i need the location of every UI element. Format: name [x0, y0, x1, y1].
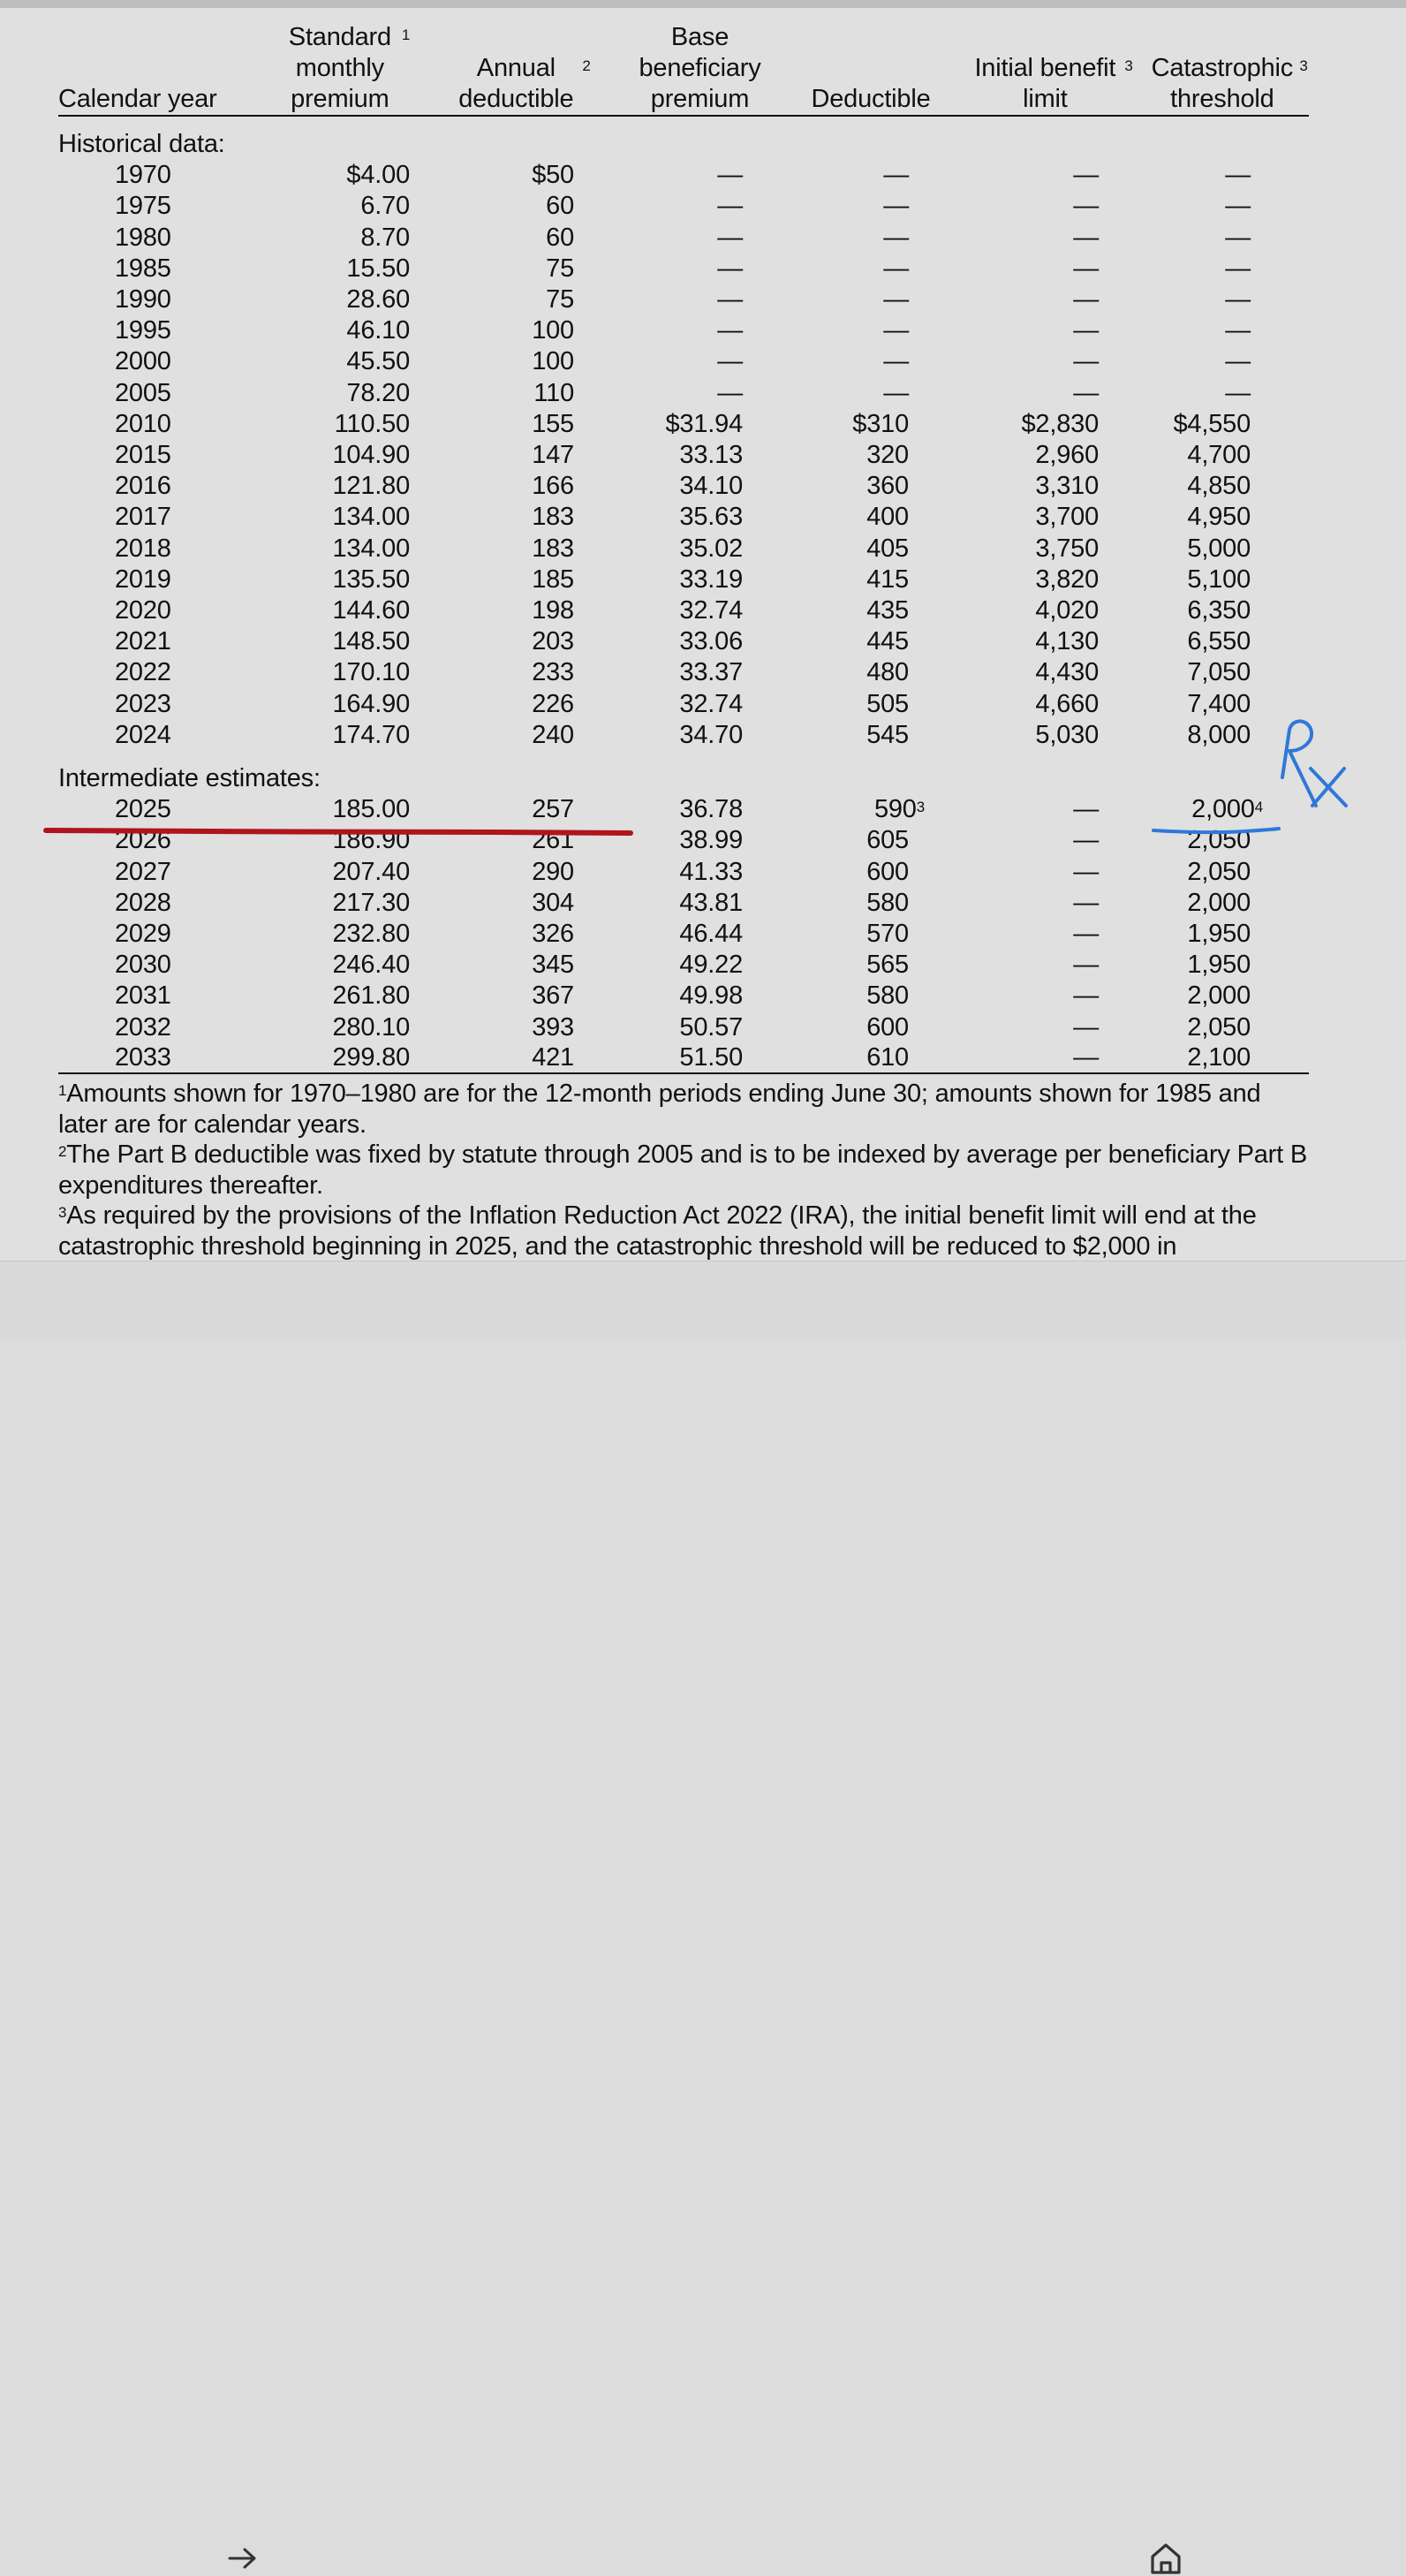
- premium-cell: 186.90: [332, 826, 410, 855]
- annual-deductible-cell: 155: [532, 409, 574, 438]
- catastrophic-threshold-cell: —: [1225, 223, 1251, 252]
- deductible-cell: 400: [866, 503, 909, 532]
- premium-cell: 8.70: [360, 223, 410, 252]
- base-premium-cell: 32.74: [679, 596, 743, 625]
- catastrophic-threshold-cell: 2,050: [1187, 1012, 1251, 1042]
- year-cell: 2010: [115, 409, 171, 438]
- initial-benefit-limit-cell: 3,700: [1035, 503, 1099, 532]
- catastrophic-threshold-cell: —: [1225, 192, 1251, 221]
- catastrophic-threshold-cell: —: [1225, 161, 1251, 190]
- col-header-catastrophic-threshold: Catastrophic threshold$^3$: [1144, 22, 1309, 116]
- premium-cell: 174.70: [332, 720, 410, 749]
- year-cell: 2031: [115, 981, 171, 1011]
- catastrophic-threshold-cell: 2,000$^4$: [1191, 795, 1263, 824]
- table-row: [58, 254, 1309, 284]
- year-cell: 2027: [115, 857, 171, 886]
- bottom-toolbar: [0, 1261, 1406, 1340]
- deductible-cell: 320: [866, 441, 909, 470]
- table-row: [58, 981, 1309, 1011]
- base-premium-cell: 33.37: [679, 658, 743, 687]
- premium-cell: 6.70: [360, 192, 410, 221]
- initial-benefit-limit-cell: 3,310: [1035, 472, 1099, 501]
- initial-benefit-limit-cell: —: [1073, 857, 1099, 886]
- year-cell: 2028: [115, 888, 171, 917]
- initial-benefit-limit-cell: —: [1073, 1012, 1099, 1042]
- deductible-cell: 545: [866, 720, 909, 749]
- base-premium-cell: 33.13: [679, 441, 743, 470]
- year-cell: 2030: [115, 951, 171, 980]
- table-row: [58, 191, 1309, 222]
- year-cell: 2000: [115, 347, 171, 376]
- footnote-1: $^1$Amounts shown for 1970–1980 are for the 12-month periods ending June 30; amounts shown for 1985 and later are for calendar years.: [58, 1080, 1261, 1139]
- initial-benefit-limit-cell: —: [955, 1043, 1144, 1073]
- section-label-row: [58, 129, 1309, 160]
- catastrophic-threshold-cell: —: [1225, 254, 1251, 283]
- deductible-cell: 600: [866, 857, 909, 886]
- annual-deductible-cell: 75: [546, 285, 574, 314]
- catastrophic-threshold-cell: —: [1225, 285, 1251, 314]
- year-cell: 1990: [115, 285, 171, 314]
- initial-benefit-limit-cell: 2,960: [1035, 441, 1099, 470]
- initial-benefit-limit-cell: —: [1073, 826, 1099, 855]
- year-cell: 2017: [115, 503, 171, 532]
- catastrophic-threshold-cell: 2,050: [1187, 857, 1251, 886]
- premium-cell: 135.50: [332, 564, 410, 594]
- base-premium-cell: 35.02: [679, 534, 743, 563]
- premium-cell: 299.80: [261, 1043, 427, 1073]
- annual-deductible-cell: 345: [532, 951, 574, 980]
- deductible-cell: 405: [866, 534, 909, 563]
- year-cell: 1975: [115, 192, 171, 221]
- initial-benefit-limit-cell: —: [1073, 920, 1099, 949]
- premium-cell: 164.90: [332, 689, 410, 718]
- catastrophic-threshold-cell: 4,850: [1187, 472, 1251, 501]
- base-premium-cell: $31.94: [665, 409, 743, 438]
- catastrophic-threshold-cell: 7,400: [1187, 689, 1251, 718]
- annual-deductible-cell: 198: [532, 596, 574, 625]
- premium-cell: 78.20: [346, 378, 410, 407]
- medicare-data-table: [58, 22, 1309, 1074]
- footnote-3: $^3$As required by the provisions of the Inflation Reduction Act 2022 (IRA), the initial benefit limit will end at the catastrophic threshold beginning in 2025, and the catastrophic threshold will be reduced to $2,000 in: [58, 1201, 1257, 1261]
- base-premium-cell: 46.44: [679, 920, 743, 949]
- deductible-cell: 570: [866, 920, 909, 949]
- deductible-cell: 600: [866, 1012, 909, 1042]
- base-premium-cell: 38.99: [679, 826, 743, 855]
- top-bar: [0, 0, 1406, 8]
- premium-cell: 261.80: [332, 981, 410, 1011]
- year-cell: 1970: [115, 161, 171, 190]
- premium-cell: 104.90: [332, 441, 410, 470]
- initial-benefit-limit-cell: —: [1073, 192, 1099, 221]
- deductible-cell: 580: [866, 888, 909, 917]
- annual-deductible-cell: 304: [532, 888, 574, 917]
- initial-benefit-limit-cell: 3,820: [1035, 564, 1099, 594]
- catastrophic-threshold-cell: 5,100: [1187, 564, 1251, 594]
- premium-cell: 207.40: [332, 857, 410, 886]
- section-label-row: [58, 763, 1309, 794]
- annual-deductible-cell: 166: [532, 472, 574, 501]
- initial-benefit-limit-cell: —: [1073, 285, 1099, 314]
- premium-cell: 280.10: [332, 1012, 410, 1042]
- table-row: [58, 919, 1309, 950]
- table-row: [58, 626, 1309, 657]
- annual-deductible-cell: 421: [427, 1043, 613, 1073]
- year-cell: 2029: [115, 920, 171, 949]
- base-premium-cell: 43.81: [679, 888, 743, 917]
- base-premium-cell: —: [717, 347, 743, 376]
- intermediate-estimates-label: Intermediate estimates:: [58, 764, 321, 793]
- base-premium-cell: 32.74: [679, 689, 743, 718]
- col-header-calendar-year: Calendar year: [58, 22, 261, 116]
- premium-cell: 232.80: [332, 920, 410, 949]
- table-row: [58, 794, 1309, 825]
- deductible-cell: —: [883, 192, 909, 221]
- table-row: [58, 1012, 1309, 1043]
- premium-cell: 185.00: [332, 795, 410, 824]
- table-row: [58, 502, 1309, 533]
- deductible-cell: 610: [787, 1043, 955, 1073]
- year-cell: 2015: [115, 441, 171, 470]
- header-row: [58, 22, 1309, 116]
- annual-deductible-cell: $50: [532, 161, 574, 190]
- table-row: [58, 564, 1309, 595]
- annual-deductible-cell: 60: [546, 192, 574, 221]
- initial-benefit-limit-cell: 4,660: [1035, 689, 1099, 718]
- initial-benefit-limit-cell: $2,830: [1021, 409, 1099, 438]
- table-row: [58, 857, 1309, 888]
- annual-deductible-cell: 100: [532, 316, 574, 345]
- catastrophic-threshold-cell: 2,000: [1187, 981, 1251, 1011]
- table-row: [58, 471, 1309, 502]
- catastrophic-threshold-cell: 2,050: [1187, 826, 1251, 855]
- catastrophic-threshold-cell: 6,550: [1187, 627, 1251, 656]
- year-cell: 2018: [115, 534, 171, 563]
- year-cell: 2024: [115, 720, 171, 749]
- initial-benefit-limit-cell: 4,130: [1035, 627, 1099, 656]
- catastrophic-threshold-cell: 4,950: [1187, 503, 1251, 532]
- table-row: [58, 315, 1309, 346]
- initial-benefit-limit-cell: —: [1073, 378, 1099, 407]
- annual-deductible-cell: 100: [532, 347, 574, 376]
- initial-benefit-limit-cell: 5,030: [1035, 720, 1099, 749]
- catastrophic-threshold-cell: 1,950: [1187, 951, 1251, 980]
- premium-cell: 46.10: [346, 316, 410, 345]
- base-premium-cell: —: [717, 285, 743, 314]
- deductible-cell: —: [883, 378, 909, 407]
- deductible-cell: —: [883, 254, 909, 283]
- table-row: [58, 534, 1309, 564]
- base-premium-cell: 49.98: [679, 981, 743, 1011]
- catastrophic-threshold-cell: 4,700: [1187, 441, 1251, 470]
- initial-benefit-limit-cell: 3,750: [1035, 534, 1099, 563]
- year-cell: 2026: [115, 826, 171, 855]
- catastrophic-threshold-cell: 7,050: [1187, 658, 1251, 687]
- col-header-base-beneficiary-premium: Base beneficiary premium: [613, 22, 787, 116]
- catastrophic-threshold-cell: 1,950: [1187, 920, 1251, 949]
- initial-benefit-limit-cell: —: [1073, 981, 1099, 1011]
- deductible-cell: 360: [866, 472, 909, 501]
- initial-benefit-limit-cell: 4,020: [1035, 596, 1099, 625]
- year-cell: 1995: [115, 316, 171, 345]
- initial-benefit-limit-cell: —: [1073, 347, 1099, 376]
- table-row: [58, 657, 1309, 688]
- footnotes: [58, 1079, 1312, 1261]
- deductible-cell: —: [883, 223, 909, 252]
- base-premium-cell: 36.78: [679, 795, 743, 824]
- table-row: [58, 950, 1309, 981]
- deductible-cell: 505: [866, 689, 909, 718]
- table-row: [58, 1043, 1309, 1073]
- base-premium-cell: 49.22: [679, 951, 743, 980]
- table-row: [58, 284, 1309, 315]
- table-row: [58, 888, 1309, 919]
- base-premium-cell: —: [717, 254, 743, 283]
- table-row: [58, 595, 1309, 626]
- initial-benefit-limit-cell: —: [1073, 795, 1099, 824]
- premium-cell: 28.60: [346, 285, 410, 314]
- deductible-cell: 435: [866, 596, 909, 625]
- deductible-cell: 415: [866, 564, 909, 594]
- col-header-initial-benefit-limit: Initial benefit limit$^3$: [955, 22, 1144, 116]
- initial-benefit-limit-cell: —: [1073, 316, 1099, 345]
- base-premium-cell: —: [717, 192, 743, 221]
- year-cell: 1980: [115, 223, 171, 252]
- deductible-cell: $590^3$: [873, 795, 925, 824]
- premium-cell: 246.40: [332, 951, 410, 980]
- annual-deductible-cell: 290: [532, 857, 574, 886]
- annual-deductible-cell: 75: [546, 254, 574, 283]
- table-row: [58, 825, 1309, 856]
- year-cell: 2022: [115, 658, 171, 687]
- base-premium-cell: 50.57: [679, 1012, 743, 1042]
- annual-deductible-cell: 261: [532, 826, 574, 855]
- annual-deductible-cell: 226: [532, 689, 574, 718]
- base-premium-cell: —: [717, 223, 743, 252]
- footnote-2: $^2$The Part B deductible was fixed by statute through 2005 and is to be indexed by average per beneficiary Part B expenditures thereafter.: [58, 1140, 1307, 1200]
- year-cell: 2020: [115, 596, 171, 625]
- premium-cell: 110.50: [334, 409, 410, 438]
- annual-deductible-cell: 60: [546, 223, 574, 252]
- annual-deductible-cell: 203: [532, 627, 574, 656]
- year-cell: 2016: [115, 472, 171, 501]
- initial-benefit-limit-cell: —: [1073, 951, 1099, 980]
- catastrophic-threshold-cell: 2,100: [1144, 1043, 1309, 1073]
- home-icon[interactable]: [1148, 2541, 1183, 2576]
- catastrophic-threshold-cell: 6,350: [1187, 596, 1251, 625]
- annual-deductible-cell: 183: [532, 534, 574, 563]
- year-cell: 2025: [115, 795, 171, 824]
- annual-deductible-cell: 183: [532, 503, 574, 532]
- deductible-cell: 565: [866, 951, 909, 980]
- annual-deductible-cell: 147: [532, 441, 574, 470]
- deductible-cell: 480: [866, 658, 909, 687]
- catastrophic-threshold-cell: 5,000: [1187, 534, 1251, 563]
- premium-cell: 217.30: [332, 888, 410, 917]
- catastrophic-threshold-cell: $4,550: [1173, 409, 1251, 438]
- deductible-cell: —: [883, 347, 909, 376]
- catastrophic-threshold-cell: —: [1225, 316, 1251, 345]
- year-cell: 2023: [115, 689, 171, 718]
- col-header-annual-deductible: Annual deductible$^2$: [427, 22, 613, 116]
- deductible-cell: —: [883, 161, 909, 190]
- table-row: [58, 689, 1309, 720]
- deductible-cell: 580: [866, 981, 909, 1011]
- premium-cell: 15.50: [346, 254, 410, 283]
- initial-benefit-limit-cell: —: [1073, 223, 1099, 252]
- deductible-cell: —: [883, 316, 909, 345]
- base-premium-cell: 33.19: [679, 564, 743, 594]
- annual-deductible-cell: 240: [532, 720, 574, 749]
- table-row: [58, 160, 1309, 191]
- catastrophic-threshold-cell: —: [1225, 347, 1251, 376]
- annual-deductible-cell: 367: [532, 981, 574, 1011]
- premium-cell: $4.00: [346, 161, 410, 190]
- premium-cell: 134.00: [332, 534, 410, 563]
- base-premium-cell: 34.10: [679, 472, 743, 501]
- premium-cell: 134.00: [332, 503, 410, 532]
- annual-deductible-cell: 393: [532, 1012, 574, 1042]
- year-cell: 2021: [115, 627, 171, 656]
- base-premium-cell: —: [717, 378, 743, 407]
- premium-cell: 121.80: [332, 472, 410, 501]
- year-cell: 2033: [58, 1043, 261, 1073]
- base-premium-cell: 34.70: [679, 720, 743, 749]
- year-cell: 1985: [115, 254, 171, 283]
- historical-data-label: Historical data:: [58, 130, 225, 158]
- table-row: [58, 378, 1309, 409]
- catastrophic-threshold-cell: 8,000: [1187, 720, 1251, 749]
- deductible-cell: —: [883, 285, 909, 314]
- deductible-cell: $310: [852, 409, 909, 438]
- table-row: [58, 720, 1309, 751]
- base-premium-cell: 41.33: [679, 857, 743, 886]
- initial-benefit-limit-cell: —: [1073, 888, 1099, 917]
- col-header-deductible: Deductible: [787, 22, 955, 116]
- table-row: [58, 346, 1309, 377]
- year-cell: 2032: [115, 1012, 171, 1042]
- arrow-right-icon[interactable]: [225, 2541, 261, 2576]
- annual-deductible-cell: 110: [533, 378, 574, 407]
- year-cell: 2005: [115, 378, 171, 407]
- initial-benefit-limit-cell: —: [1073, 254, 1099, 283]
- base-premium-cell: 35.63: [679, 503, 743, 532]
- initial-benefit-limit-cell: —: [1073, 161, 1099, 190]
- premium-cell: 170.10: [332, 658, 410, 687]
- base-premium-cell: 51.50: [613, 1043, 787, 1073]
- base-premium-cell: —: [717, 316, 743, 345]
- base-premium-cell: —: [717, 161, 743, 190]
- deductible-cell: 445: [866, 627, 909, 656]
- catastrophic-threshold-cell: 2,000: [1187, 888, 1251, 917]
- initial-benefit-limit-cell: 4,430: [1035, 658, 1099, 687]
- premium-cell: 45.50: [346, 347, 410, 376]
- annual-deductible-cell: 185: [532, 564, 574, 594]
- annual-deductible-cell: 326: [532, 920, 574, 949]
- base-premium-cell: 33.06: [679, 627, 743, 656]
- deductible-cell: 605: [866, 826, 909, 855]
- table-row: [58, 409, 1309, 440]
- annual-deductible-cell: 233: [532, 658, 574, 687]
- table-row: [58, 223, 1309, 254]
- annual-deductible-cell: 257: [532, 795, 574, 824]
- table-row: [58, 440, 1309, 471]
- catastrophic-threshold-cell: —: [1225, 378, 1251, 407]
- document-page: [0, 8, 1406, 1261]
- premium-cell: 148.50: [332, 627, 410, 656]
- year-cell: 2019: [115, 564, 171, 594]
- col-header-standard-monthly-premium: Standard monthly premium$^1$: [261, 22, 427, 116]
- premium-cell: 144.60: [332, 596, 410, 625]
